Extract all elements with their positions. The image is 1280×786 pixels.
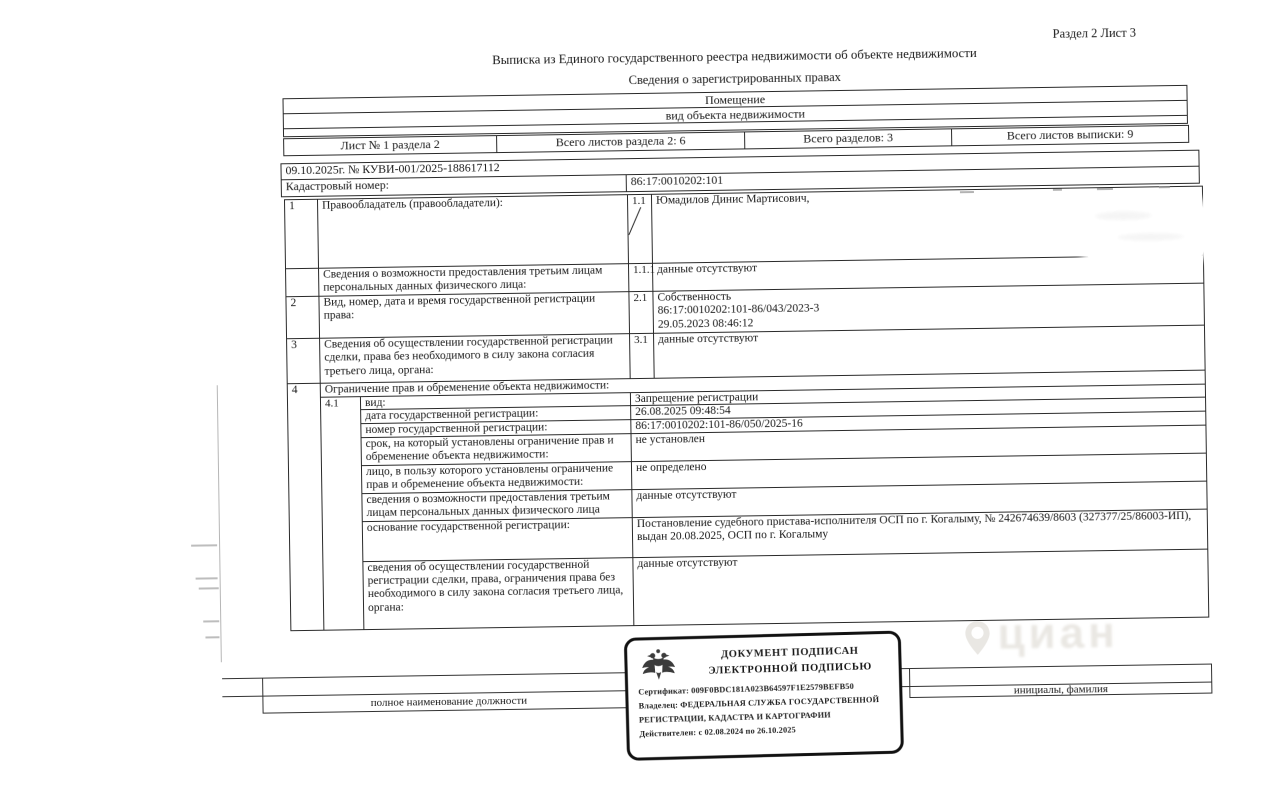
ownership-type: Собственность — [657, 290, 732, 304]
double-eagle-emblem-icon — [639, 647, 678, 684]
restrictions-header: Ограничение прав и обременение объекта недвижимости: — [320, 370, 1205, 397]
row-label: основание государственной регистрации: — [362, 517, 633, 561]
row-label: вид: — [360, 392, 630, 410]
row-number: 1 — [284, 199, 318, 268]
extract-date-number: 09.10.2025г. № КУВИ-001/2025-188617112 — [281, 150, 1199, 180]
row-number: 3 — [287, 338, 321, 383]
redaction-blur-patch — [1085, 202, 1204, 260]
scan-artifact-dash — [1159, 186, 1170, 188]
scan-artifact-tick — [203, 620, 219, 622]
stamp-certificate: Сертификат: 009F0BDC181A023B64597F1E2579BEFB50 — [638, 681, 855, 697]
row-label: дата государственной регистрации: — [361, 406, 631, 424]
row-subnumber: 4.1 — [320, 396, 363, 630]
watermark — [963, 607, 1120, 659]
row-subnumber: 3.1 — [630, 333, 655, 378]
row-value: данные отсутствуют — [633, 549, 1209, 626]
total-sheets-cell: Всего листов выписки: 9 — [952, 125, 1189, 146]
row-value: данные отсутствуют — [632, 481, 1207, 517]
object-type-value: Помещение — [283, 85, 1187, 113]
scan-artifact-dash — [1097, 188, 1113, 190]
section-sheet-label: Раздел 2 Лист 3 — [1052, 25, 1137, 41]
location-pin-icon — [963, 619, 992, 657]
row-value: данные отсутствуют — [654, 325, 1206, 378]
scan-artifact-dash — [1053, 189, 1062, 191]
registration-datetime: 29.05.2023 08:46:12 — [657, 317, 754, 331]
document-header — [282, 43, 1187, 93]
row-label: номер государственной регистрации: — [361, 419, 631, 437]
rights-table — [284, 186, 1209, 631]
row-label: лицо, в пользу которого установлены ограничение прав и обременение объекта недвижимости: — [361, 461, 631, 493]
row-label: Правообладатель (правообладатели): — [317, 195, 628, 269]
row-label: срок, на который установлены ограничение прав и обременение объекта недвижимости: — [361, 433, 631, 465]
rightholder-value: Юмадилов Динис Мартисович, — [651, 186, 1203, 263]
document-title: Выписка из Единого государственного реестра недвижимости об объекте недвижимости — [492, 45, 977, 68]
restriction-kind-value: Запрещение регистрации — [630, 384, 1205, 406]
row-subnumber: 2.1 — [629, 291, 654, 333]
restriction-beneficiary-value: не определено — [631, 453, 1206, 489]
sheet-number-cell: Лист № 1 раздела 2 — [284, 136, 497, 156]
row-label: Сведения об осуществлении государственной регистрации сделки, права без необходимого в силу закона согласия третьего лица, органа: — [320, 334, 631, 384]
stamp-owner-line2: РЕГИСТРАЦИИ, КАДАСТРА И КАРТОГРАФИИ — [638, 710, 831, 725]
object-type-caption: вид объекта недвижимости — [283, 100, 1187, 128]
registration-number: 86:17:0010202:101-86/043/2023-3 — [657, 302, 820, 318]
row-label: Сведения о возможности предоставления третьим лицам персональных данных физического лица: — [319, 264, 629, 297]
row-subnumber: 1.1.1 — [628, 263, 652, 291]
cadastral-number-label: Кадастровый номер: — [281, 175, 626, 197]
restriction-term-value: не установлен — [631, 425, 1206, 461]
row-number — [286, 268, 319, 296]
total-sections-cell: Всего разделов: 3 — [745, 129, 952, 149]
row-number: 2 — [286, 296, 320, 338]
watermark-text: циан — [997, 607, 1120, 659]
scan-artifact-dash — [960, 191, 974, 193]
row-value: данные отсутствуют — [652, 255, 1203, 291]
row-label: сведения о возможности предоставления третьим лицам персональных данных физического лица — [362, 489, 632, 521]
stamp-owner-line1: Владелец: ФЕДЕРАЛЬНАЯ СЛУЖБА ГОСУДАРСТВЕННОЙ — [638, 695, 880, 711]
scan-artifact-tick — [205, 636, 219, 638]
document-subtitle: Сведения о зарегистрированных правах — [628, 69, 841, 88]
cadastral-number-value: 86:17:0010202:101 — [626, 166, 1199, 191]
row-label: сведения об осуществлении государственной регистрации сделки, права, ограничения права без необходимого в силу закона согласия третьего лица, органа: — [363, 557, 634, 629]
stamp-validity: Действителен: с 02.08.2024 по 26.10.2025 — [639, 725, 796, 739]
row-subnumber: 1.1 — [627, 194, 652, 263]
scan-artifact-tick — [199, 587, 219, 589]
stamp-title-line2: ЭЛЕКТРОННОЙ ПОДПИСЬЮ — [708, 661, 873, 677]
scan-artifact-tick — [191, 544, 217, 546]
restriction-basis-value: Постановление судебного пристава-исполнителя ОСП по г. Когалыму, № 242674639/8603 (327377/25/86003-ИП), выдан 20.08.2025, ОСП по г. Когалыму — [632, 509, 1208, 558]
scan-artifact-tick — [196, 577, 218, 579]
restriction-number-value: 86:17:0010202:101-86/050/2025-16 — [631, 411, 1206, 434]
restriction-date-value: 26.08.2025 09:48:54 — [631, 397, 1206, 419]
position-caption: полное наименование должности — [370, 694, 528, 710]
row-label: Вид, номер, дата и время государственной регистрации права: — [319, 292, 630, 339]
name-caption: инициалы, фамилия — [1013, 683, 1108, 697]
section-sheets-cell: Всего листов раздела 2: 6 — [497, 132, 745, 153]
row-number: 4 — [287, 383, 324, 630]
electronic-signature-stamp — [624, 630, 904, 760]
stamp-title-line1: ДОКУМЕНТ ПОДПИСАН — [720, 645, 859, 661]
